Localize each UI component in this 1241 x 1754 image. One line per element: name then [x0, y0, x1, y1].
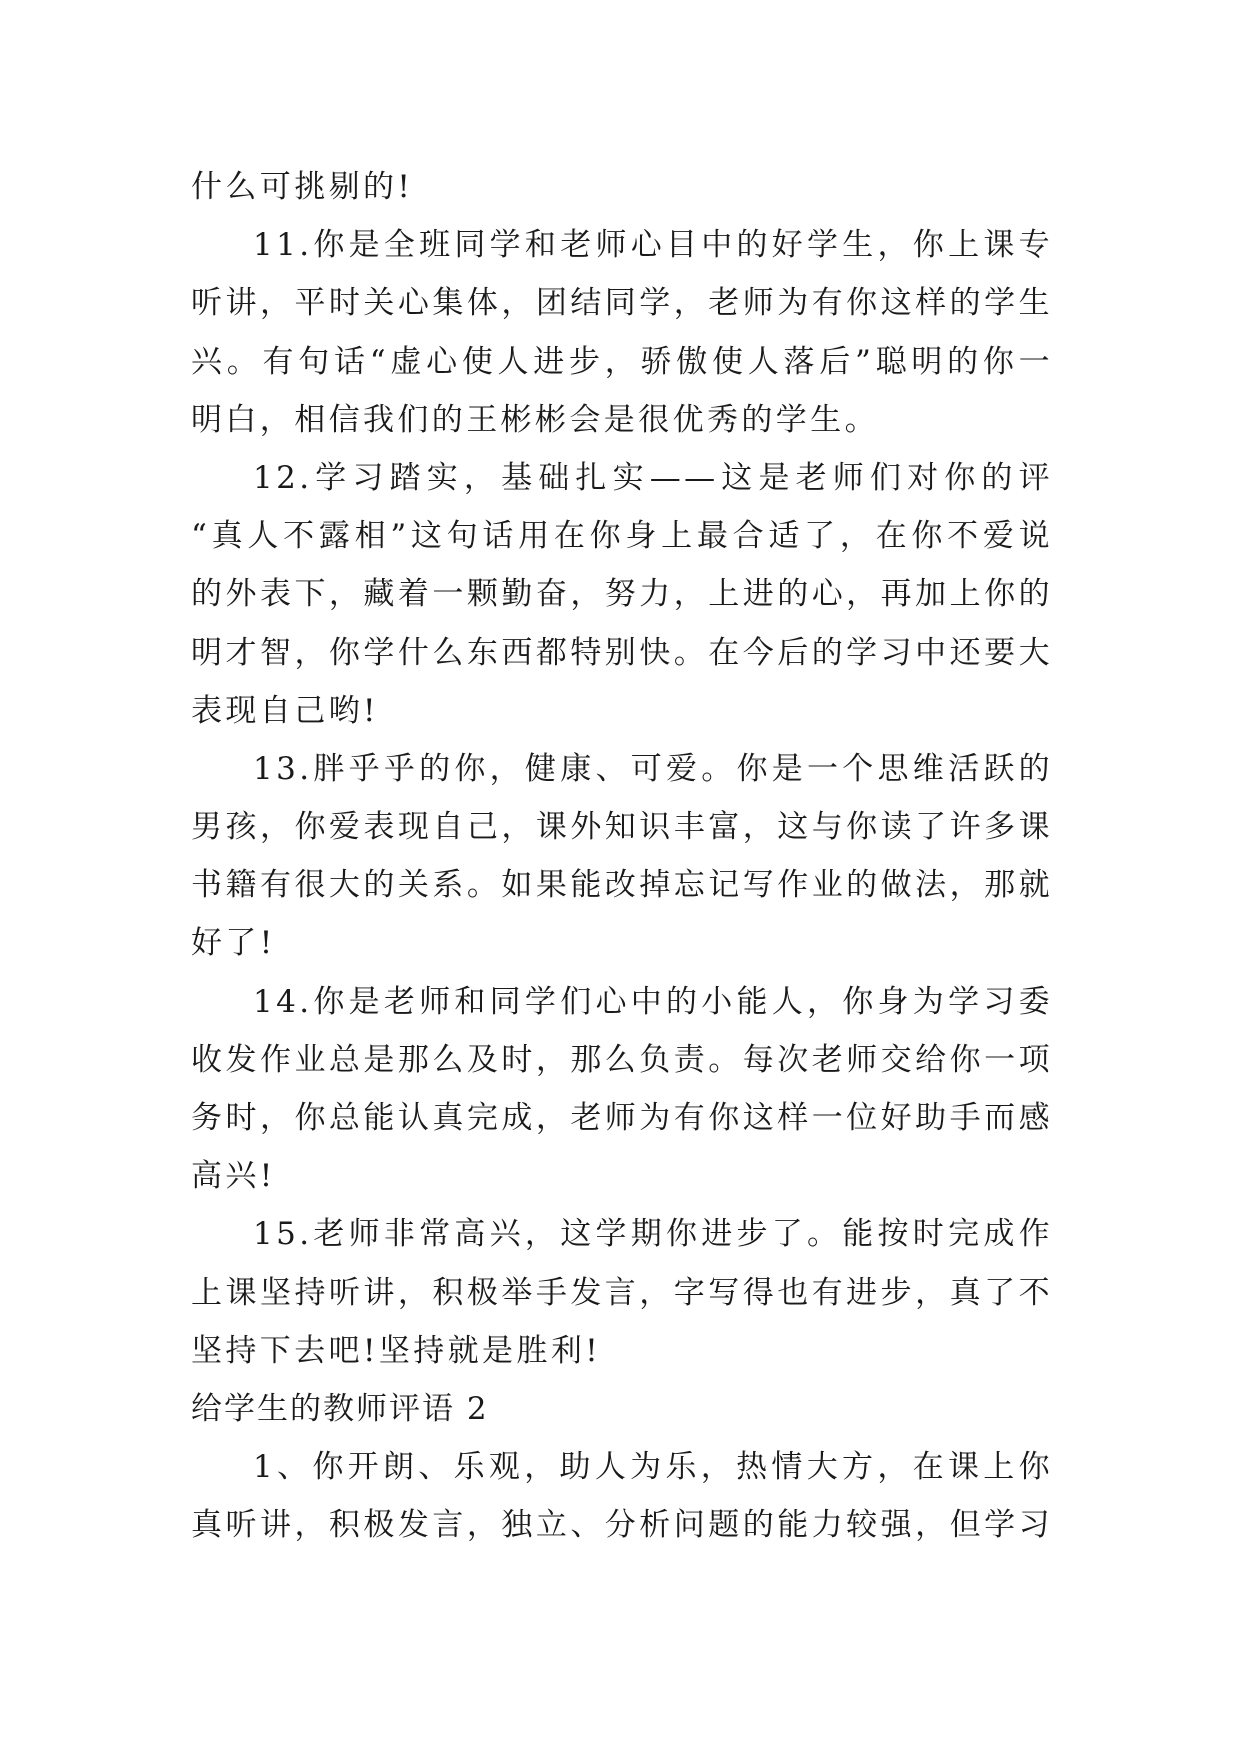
paragraph-1-line: 1、你开朗、乐观，助人为乐，热情大方，在课上你 [253, 1449, 1053, 1486]
text-line: 男孩，你爱表现自己，课外知识丰富，这与你读了许多课 [191, 809, 1053, 846]
text-line: 真听讲，积极发言，独立、分析问题的能力较强，但学习 [191, 1507, 1053, 1544]
text-line: 兴。有句话“虚心使人进步，骄傲使人落后”聪明的你一 [191, 343, 1053, 380]
text-line: 明白，相信我们的王彬彬会是很优秀的学生。 [191, 401, 879, 438]
text-line: 听讲，平时关心集体，团结同学，老师为有你这样的学生 [191, 285, 1053, 322]
text-line: 坚持下去吧!坚持就是胜利! [191, 1332, 602, 1369]
text-line: 上课坚持听讲，积极举手发言，字写得也有进步，真了不 [191, 1274, 1053, 1311]
text-line: 什么可挑剔的! [191, 169, 414, 205]
text-line: 表现自己哟! [191, 692, 379, 729]
paragraph-12-line: 12.学习踏实，基础扎实——这是老师们对你的评 [253, 459, 1053, 496]
text-line: 好了! [191, 925, 276, 962]
section-heading: 给学生的教师评语 2 [191, 1390, 489, 1427]
text-line: 收发作业总是那么及时，那么负责。每次老师交给你一项 [191, 1041, 1053, 1078]
text-line: 高兴! [191, 1158, 276, 1195]
paragraph-14-line: 14.你是老师和同学们心中的小能人，你身为学习委 [253, 983, 1053, 1020]
text-line: 务时，你总能认真完成，老师为有你这样一位好助手而感 [191, 1100, 1053, 1136]
document-page [191, 158, 1053, 1555]
text-line: “真人不露相”这句话用在你身上最合适了，在你不爱说 [191, 518, 1053, 555]
paragraph-15-line: 15.老师非常高兴，这学期你进步了。能按时完成作 [253, 1216, 1053, 1253]
text-line: 书籍有很大的关系。如果能改掉忘记写作业的做法，那就 [191, 867, 1053, 904]
paragraph-11-line: 11.你是全班同学和老师心目中的好学生，你上课专 [253, 227, 1053, 264]
text-line: 的外表下，藏着一颗勤奋，努力，上进的心，再加上你的 [191, 576, 1053, 613]
paragraph-13-line: 13.胖乎乎的你，健康、可爱。你是一个思维活跃的 [253, 750, 1053, 787]
text-line: 明才智，你学什么东西都特别快。在今后的学习中还要大 [191, 634, 1053, 671]
